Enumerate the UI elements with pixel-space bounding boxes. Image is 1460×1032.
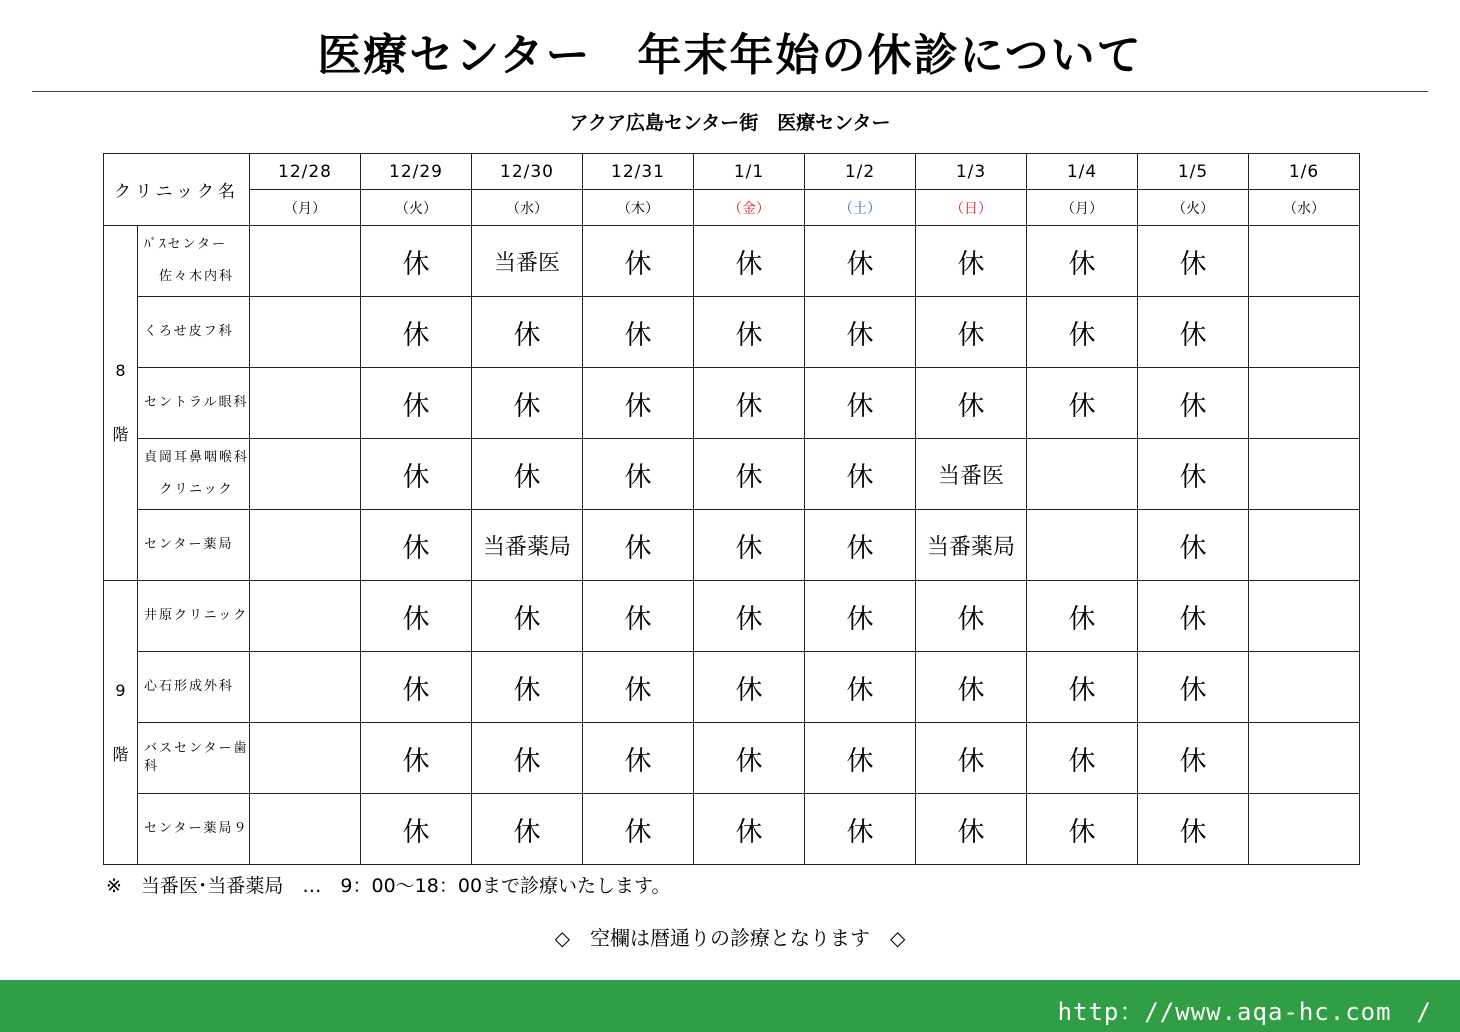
- schedule-cell: [1249, 581, 1360, 652]
- schedule-cell: 休: [583, 510, 694, 581]
- schedule-cell: [250, 723, 361, 794]
- schedule-cell: 休: [694, 652, 805, 723]
- date-header-row: [104, 154, 1360, 190]
- schedule-cell: 休: [472, 652, 583, 723]
- clinic-name-line1: 貞岡耳鼻咽喉科: [144, 450, 250, 465]
- clinic-name: [138, 794, 250, 865]
- footer-url[interactable]: http：//www.aqa-hc.com /: [1057, 998, 1432, 1026]
- schedule-cell: [250, 652, 361, 723]
- schedule-cell: 休: [694, 723, 805, 794]
- clinic-name-line1: 心石形成外科: [144, 679, 235, 694]
- clinic-name-line1: セントラル眼科: [144, 395, 249, 410]
- schedule-cell: 休: [805, 723, 916, 794]
- schedule-cell: 休: [1027, 297, 1138, 368]
- weekday-header: （木）: [583, 190, 694, 226]
- floor-unit: 階: [112, 425, 129, 444]
- clinic-name: [138, 510, 250, 581]
- clinic-name-line1: ﾊﾞｽセンター: [144, 237, 227, 252]
- schedule-cell: 休: [805, 794, 916, 865]
- date-header: 12/31: [583, 154, 694, 190]
- schedule-cell: 休: [916, 581, 1027, 652]
- page-subtitle: アクア広島センター街 医療センター: [569, 112, 891, 134]
- schedule-cell: 休: [1027, 723, 1138, 794]
- floor-unit: 階: [112, 744, 129, 764]
- schedule-cell: [250, 368, 361, 439]
- schedule-cell: 休: [583, 794, 694, 865]
- schedule-cell: 休: [694, 368, 805, 439]
- schedule-cell: [1249, 368, 1360, 439]
- holiday-schedule-table: [103, 153, 1360, 865]
- schedule-cell: 休: [916, 652, 1027, 723]
- table-row: [104, 581, 1360, 652]
- duty-hours-note: ※ 当番医･当番薬局 … 9：00～18：00まで診療いたします。: [106, 875, 671, 897]
- date-header: 1/1: [694, 154, 805, 190]
- schedule-cell: 休: [1138, 652, 1249, 723]
- schedule-cell: 休: [472, 723, 583, 794]
- schedule-cell: 休: [805, 297, 916, 368]
- schedule-cell: 休: [1138, 297, 1249, 368]
- schedule-cell: 休: [361, 794, 472, 865]
- schedule-cell: 休: [472, 368, 583, 439]
- schedule-cell: 休: [361, 652, 472, 723]
- table-row: [104, 368, 1360, 439]
- weekday-header: （金）: [694, 190, 805, 226]
- schedule-cell: 休: [1027, 226, 1138, 297]
- date-header: 1/6: [1249, 154, 1360, 190]
- table-row: [104, 510, 1360, 581]
- schedule-cell: 休: [361, 510, 472, 581]
- schedule-cell: 休: [1138, 723, 1249, 794]
- schedule-cell: [250, 794, 361, 865]
- schedule-cell: 休: [361, 297, 472, 368]
- schedule-cell: [250, 297, 361, 368]
- floor-label: [104, 226, 138, 581]
- schedule-cell: [250, 581, 361, 652]
- schedule-cell: [1249, 510, 1360, 581]
- clinic-name: [138, 297, 250, 368]
- date-header: 12/30: [472, 154, 583, 190]
- schedule-cell: 休: [916, 297, 1027, 368]
- schedule-cell: 休: [583, 368, 694, 439]
- schedule-cell: 休: [805, 226, 916, 297]
- weekday-header: （火）: [361, 190, 472, 226]
- table-row: [104, 226, 1360, 297]
- schedule-cell: [1027, 510, 1138, 581]
- schedule-cell: 休: [1138, 794, 1249, 865]
- schedule-cell: 休: [361, 581, 472, 652]
- weekday-header: （月）: [250, 190, 361, 226]
- schedule-cell: 休: [472, 794, 583, 865]
- table-row: [104, 439, 1360, 510]
- schedule-cell: 休: [583, 439, 694, 510]
- footer-bar: [0, 980, 1460, 1032]
- schedule-cell: [1249, 226, 1360, 297]
- clinic-name: [138, 581, 250, 652]
- table-row: [104, 652, 1360, 723]
- schedule-cell: 休: [916, 368, 1027, 439]
- schedule-cell: 休: [361, 439, 472, 510]
- weekday-header: （水）: [1249, 190, 1360, 226]
- schedule-cell: 休: [694, 510, 805, 581]
- floor-number: 9: [115, 680, 126, 700]
- clinic-name-line1: 井原クリニック: [144, 608, 249, 623]
- schedule-cell: 休: [583, 226, 694, 297]
- schedule-cell: [1027, 439, 1138, 510]
- weekday-header: （火）: [1138, 190, 1249, 226]
- schedule-cell: 休: [361, 723, 472, 794]
- schedule-cell: 休: [1138, 368, 1249, 439]
- schedule-cell: 休: [694, 297, 805, 368]
- clinic-name: [138, 652, 250, 723]
- schedule-cell: 休: [694, 439, 805, 510]
- schedule-cell: 当番薬局: [916, 510, 1027, 581]
- schedule-cell: 休: [805, 368, 916, 439]
- schedule-cell: [250, 510, 361, 581]
- schedule-cell: [250, 226, 361, 297]
- clinic-name-header: クリニック名: [104, 154, 250, 226]
- clinic-name-line1: くろせ皮フ科: [144, 324, 234, 339]
- clinic-name: [138, 723, 250, 794]
- schedule-cell: [1249, 652, 1360, 723]
- schedule-cell: 休: [361, 226, 472, 297]
- schedule-cell: 休: [583, 723, 694, 794]
- schedule-cell: 休: [1138, 510, 1249, 581]
- schedule-body: [104, 226, 1360, 865]
- title-divider: [32, 91, 1428, 92]
- schedule-cell: 休: [361, 368, 472, 439]
- floor-number: 8: [115, 361, 126, 380]
- clinic-name-line1: センター薬局: [144, 537, 234, 552]
- schedule-cell: 休: [472, 581, 583, 652]
- schedule-cell: 休: [805, 581, 916, 652]
- blank-cell-note: ◇ 空欄は暦通りの診療となります ◇: [554, 926, 906, 950]
- schedule-cell: 休: [1027, 581, 1138, 652]
- table-row: [104, 794, 1360, 865]
- clinic-name-line1: バスセンター歯科: [144, 741, 249, 774]
- date-header: 1/4: [1027, 154, 1138, 190]
- schedule-cell: 休: [805, 439, 916, 510]
- schedule-cell: 当番医: [916, 439, 1027, 510]
- schedule-cell: [1249, 794, 1360, 865]
- clinic-name-line2: 佐々木内科: [158, 269, 234, 284]
- page-title: 医療センター 年末年始の休診について: [317, 30, 1143, 81]
- date-header: 12/29: [361, 154, 472, 190]
- schedule-cell: 休: [583, 652, 694, 723]
- weekday-header: （日）: [916, 190, 1027, 226]
- schedule-cell: 休: [916, 226, 1027, 297]
- date-header: 1/3: [916, 154, 1027, 190]
- floor-label: [104, 581, 138, 865]
- schedule-cell: 休: [583, 297, 694, 368]
- schedule-cell: 休: [916, 723, 1027, 794]
- clinic-name-line2: クリニック: [159, 482, 234, 497]
- weekday-header-row: [104, 190, 1360, 226]
- schedule-cell: [1249, 723, 1360, 794]
- date-header: 1/2: [805, 154, 916, 190]
- schedule-cell: 当番医: [472, 226, 583, 297]
- schedule-cell: 休: [805, 652, 916, 723]
- weekday-header: （水）: [472, 190, 583, 226]
- schedule-cell: 休: [1138, 439, 1249, 510]
- schedule-cell: [1249, 439, 1360, 510]
- clinic-name: [138, 368, 250, 439]
- schedule-cell: 休: [1027, 794, 1138, 865]
- date-header: 12/28: [250, 154, 361, 190]
- schedule-cell: 当番薬局: [472, 510, 583, 581]
- weekday-header: （土）: [805, 190, 916, 226]
- schedule-cell: 休: [583, 581, 694, 652]
- schedule-cell: 休: [694, 581, 805, 652]
- date-header: 1/5: [1138, 154, 1249, 190]
- schedule-cell: 休: [916, 794, 1027, 865]
- schedule-cell: [1249, 297, 1360, 368]
- schedule-cell: 休: [1027, 652, 1138, 723]
- table-row: [104, 723, 1360, 794]
- schedule-cell: 休: [1027, 368, 1138, 439]
- table-row: [104, 297, 1360, 368]
- clinic-name: [138, 226, 250, 297]
- schedule-cell: 休: [1138, 581, 1249, 652]
- schedule-cell: 休: [805, 510, 916, 581]
- clinic-name: [138, 439, 250, 510]
- weekday-header: （月）: [1027, 190, 1138, 226]
- schedule-cell: 休: [694, 226, 805, 297]
- schedule-cell: 休: [472, 297, 583, 368]
- schedule-cell: [250, 439, 361, 510]
- schedule-cell: 休: [694, 794, 805, 865]
- schedule-cell: 休: [1138, 226, 1249, 297]
- clinic-name-line1: センター薬局９: [144, 821, 249, 836]
- schedule-cell: 休: [472, 439, 583, 510]
